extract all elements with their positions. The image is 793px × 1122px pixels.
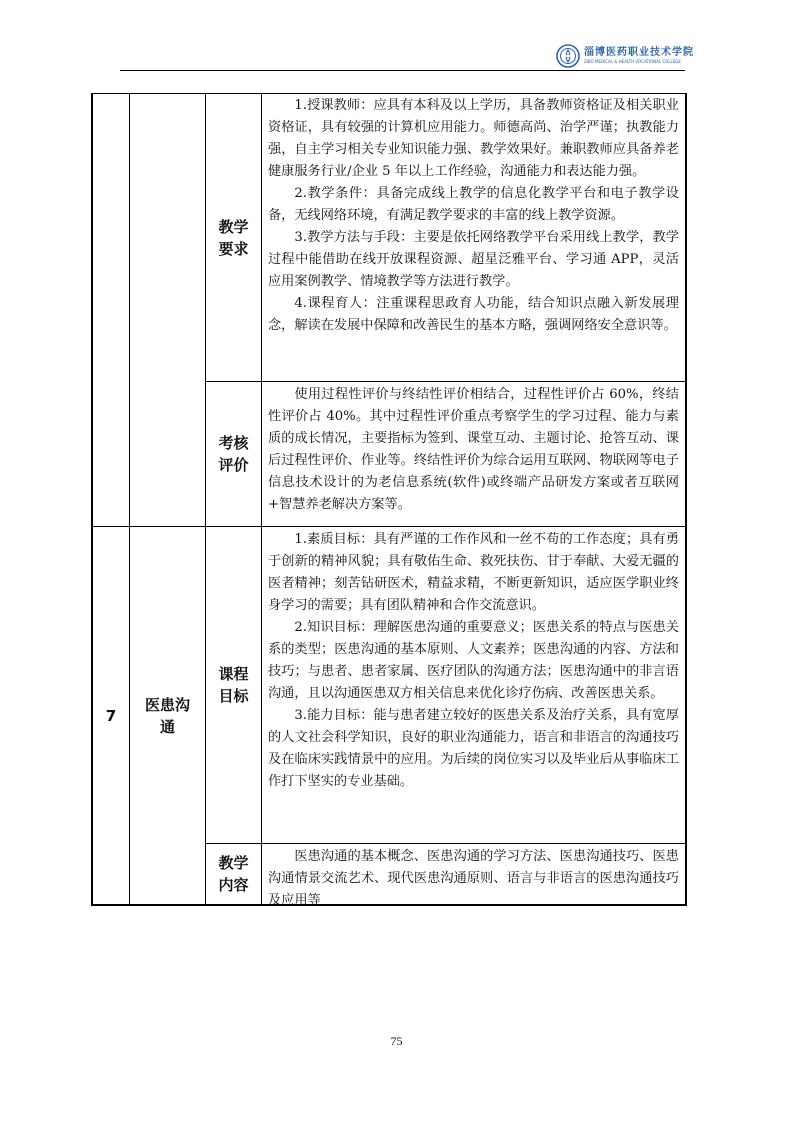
course-name: 医患沟 通 — [144, 695, 190, 736]
teaching-content-label: 教学 内容 — [218, 854, 249, 894]
table-border-right — [685, 93, 687, 906]
school-logo — [556, 44, 694, 68]
course-objectives-text — [268, 529, 679, 793]
requirement-paragraph-4: 4.课程育人：注重课程思政育人功能，结合知识点融入新发展理念，解读在发展中保障和改善民生的基本方略，强调网络安全意识等。 — [268, 296, 679, 333]
objective-paragraph-3: 3.能力目标：能与患者建立较好的医患关系及治疗关系，具有宽厚的人文社会科学知识，良好的职业沟通能力，语言和非语言的沟通技巧及在临床实践情景中的应用。为后续的岗位实习以及毕业后从事临床工作打下坚实的专业基础。 — [268, 708, 679, 789]
teaching-content-text — [268, 846, 679, 912]
row-divider-3 — [205, 843, 687, 844]
requirement-paragraph-2: 2.教学条件：具备完成线上教学的信息化教学平台和电子教学设备，无线网络环境，有满足教学要求的丰富的线上教学资源。 — [268, 186, 679, 223]
requirement-paragraph-1: 1.授课教师：应具有本科及以上学历，具备教师资格证及相关职业资格证，具有较强的计算机应用能力。师德高尚、治学严谨；执教能力强，自主学习相关专业知识能力强、教学效果好。兼职教师应具备养老健康服务行业/企业 5 年以上工作经验，沟通能力和表达能力强。 — [268, 98, 679, 179]
course-objectives-label: 课程 目标 — [218, 665, 249, 705]
school-name-en: ZIBO MEDICAL & HEALTH VOCATIONAL COLLEGE — [584, 59, 681, 64]
school-name-cn: 淄博医药职业技术学院 — [584, 47, 694, 58]
school-emblem-icon — [556, 44, 580, 68]
teaching-requirements-label: 教学 要求 — [218, 217, 249, 258]
column-divider-3 — [261, 93, 262, 906]
objective-paragraph-1: 1.素质目标：具有严谨的工作作风和一丝不苟的工作态度；具有勇于创新的精神风貌；具有敬佑生命、救死扶伤、甘于奉献、大爱无疆的医者精神；刻苦钻研医术，精益求精，不断更新知识，适应医学职业终身学习的需要；具有团队精神和合作交流意识。 — [268, 532, 679, 613]
assessment-paragraph: 使用过程性评价与终结性评价相结合，过程性评价占 60%，终结性评价占 40%。其中过程性评价重点考察学生的学习过程、能力与素质的成长情况，主要指标为签到、课堂互动、主题讨论、抢答互动、课后过程性评价、作业等。终结性评价为综合运用互联网、物联网等电子信息技术设计的为老信息系统(软件)或终端产品研发方案或者互联网+智慧养老解决方案等。 — [268, 387, 679, 512]
assessment-text — [268, 384, 679, 516]
header-rule — [120, 70, 685, 71]
assessment-label: 考核 评价 — [218, 434, 249, 474]
page-number: 75 — [390, 1034, 403, 1048]
course-number: 7 — [105, 706, 117, 725]
teaching-requirements-text — [268, 95, 679, 337]
row-divider-1 — [205, 381, 687, 382]
objective-paragraph-2: 2.知识目标：理解医患沟通的重要意义；医患关系的特点与医患关系的类型；医患沟通的基本原则、人文素养；医患沟通的内容、方法和技巧；与患者、患者家属、医疗团队的沟通方法；医患沟通中的非言语沟通，且以沟通医患双方相关信息来优化诊疗伤病、改善医患关系。 — [268, 620, 679, 701]
requirement-paragraph-3: 3.教学方法与手段：主要是依托网络教学平台采用线上教学，教学过程中能借助在线开放课程资源、超星泛雅平台、学习通 APP，灵活应用案例教学、情境教学等方法进行教学。 — [268, 230, 679, 289]
teaching-content-paragraph: 医患沟通的基本概念、医患沟通的学习方法、医患沟通技巧、医患沟通情景交流艺术、现代医患沟通原则、语言与非语言的医患沟通技巧及应用等 — [268, 849, 679, 908]
table-border-top — [91, 93, 687, 94]
